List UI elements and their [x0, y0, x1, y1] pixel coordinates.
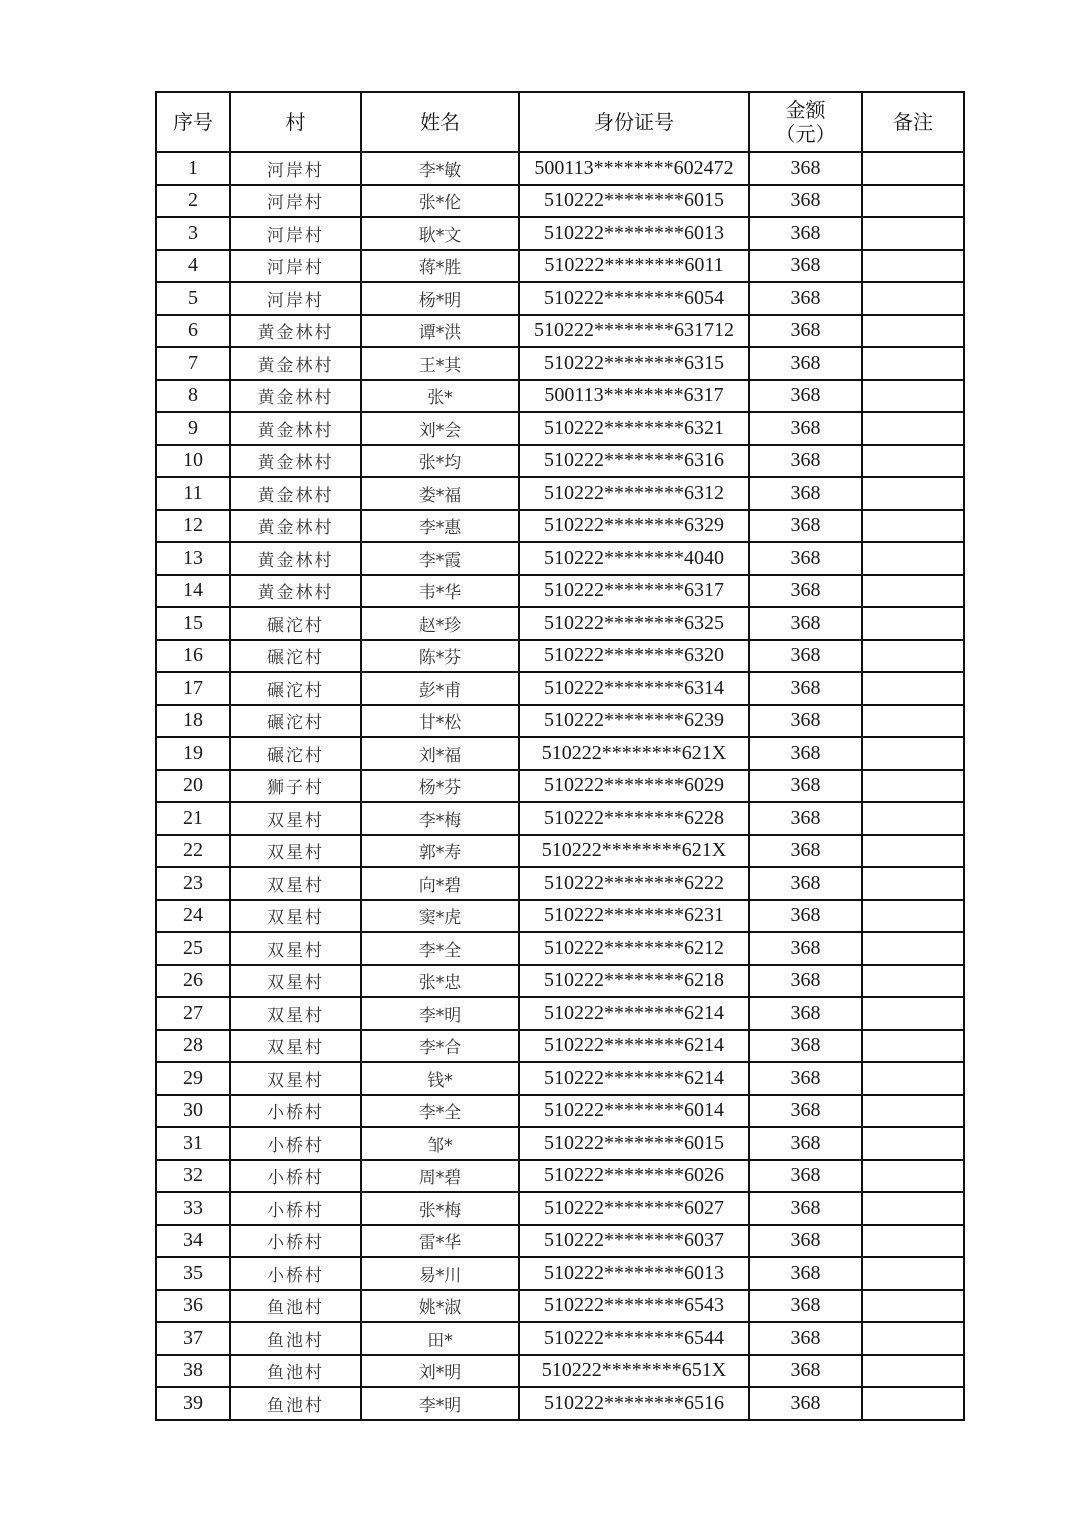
table-row	[156, 1030, 964, 1063]
cell-id-number: 510222********6239	[519, 705, 749, 738]
cell-village: 碾沱村	[230, 640, 361, 673]
cell-remarks	[862, 1062, 964, 1095]
cell-village: 河岸村	[230, 152, 361, 185]
cell-amount: 368	[749, 835, 862, 868]
cell-index: 30	[156, 1095, 230, 1128]
cell-id-number: 510222********6218	[519, 965, 749, 998]
cell-amount: 368	[749, 315, 862, 348]
cell-village: 黄金林村	[230, 315, 361, 348]
table-row	[156, 1095, 964, 1128]
cell-index: 29	[156, 1062, 230, 1095]
cell-index: 12	[156, 510, 230, 543]
cell-remarks	[862, 672, 964, 705]
cell-name: 耿*文	[361, 217, 519, 250]
cell-amount: 368	[749, 607, 862, 640]
cell-index: 22	[156, 835, 230, 868]
cell-remarks	[862, 282, 964, 315]
cell-amount: 368	[749, 217, 862, 250]
cell-index: 32	[156, 1160, 230, 1193]
table-row	[156, 1322, 964, 1355]
cell-remarks	[862, 412, 964, 445]
cell-name: 张*伦	[361, 185, 519, 218]
cell-index: 23	[156, 867, 230, 900]
cell-name: 李*全	[361, 1095, 519, 1128]
cell-id-number: 510222********6029	[519, 770, 749, 803]
cell-name: 张*忠	[361, 965, 519, 998]
cell-index: 37	[156, 1322, 230, 1355]
cell-id-number: 510222********6013	[519, 217, 749, 250]
cell-id-number: 510222********6214	[519, 1030, 749, 1063]
table-row	[156, 900, 964, 933]
cell-id-number: 510222********6214	[519, 1062, 749, 1095]
table-row	[156, 282, 964, 315]
cell-remarks	[862, 1387, 964, 1420]
cell-village: 碾沱村	[230, 607, 361, 640]
cell-village: 双星村	[230, 965, 361, 998]
cell-village: 双星村	[230, 997, 361, 1030]
cell-amount: 368	[749, 250, 862, 283]
cell-name: 张*	[361, 380, 519, 413]
cell-amount: 368	[749, 705, 862, 738]
cell-index: 19	[156, 737, 230, 770]
header-amount-unit: （元）	[775, 122, 836, 146]
table-row	[156, 1290, 964, 1323]
cell-name: 田*	[361, 1322, 519, 1355]
cell-name: 周*碧	[361, 1160, 519, 1193]
cell-remarks	[862, 380, 964, 413]
cell-remarks	[862, 250, 964, 283]
table-row	[156, 185, 964, 218]
cell-id-number: 510222********6329	[519, 510, 749, 543]
cell-amount: 368	[749, 380, 862, 413]
cell-id-number: 510222********4040	[519, 542, 749, 575]
cell-amount: 368	[749, 1257, 862, 1290]
cell-village: 鱼池村	[230, 1387, 361, 1420]
cell-village: 黄金林村	[230, 542, 361, 575]
cell-remarks	[862, 542, 964, 575]
cell-village: 黄金林村	[230, 380, 361, 413]
cell-name: 杨*芬	[361, 770, 519, 803]
table-row	[156, 997, 964, 1030]
cell-name: 向*碧	[361, 867, 519, 900]
cell-amount: 368	[749, 152, 862, 185]
cell-id-number: 510222********6037	[519, 1225, 749, 1258]
cell-village: 双星村	[230, 1030, 361, 1063]
cell-amount: 368	[749, 900, 862, 933]
cell-id-number: 510222********621X	[519, 835, 749, 868]
cell-id-number: 510222********6014	[519, 1095, 749, 1128]
cell-index: 8	[156, 380, 230, 413]
cell-id-number: 510222********6222	[519, 867, 749, 900]
cell-amount: 368	[749, 542, 862, 575]
cell-name: 甘*松	[361, 705, 519, 738]
table-row	[156, 802, 964, 835]
cell-index: 7	[156, 347, 230, 380]
cell-index: 28	[156, 1030, 230, 1063]
cell-index: 21	[156, 802, 230, 835]
cell-village: 双星村	[230, 867, 361, 900]
cell-remarks	[862, 185, 964, 218]
cell-index: 20	[156, 770, 230, 803]
cell-name: 刘*会	[361, 412, 519, 445]
cell-remarks	[862, 997, 964, 1030]
cell-remarks	[862, 1290, 964, 1323]
cell-amount: 368	[749, 1030, 862, 1063]
cell-village: 小桥村	[230, 1257, 361, 1290]
cell-village: 黄金林村	[230, 445, 361, 478]
header-id-number: 身份证号	[519, 92, 749, 152]
cell-amount: 368	[749, 445, 862, 478]
cell-amount: 368	[749, 1355, 862, 1388]
cell-village: 双星村	[230, 932, 361, 965]
cell-remarks	[862, 835, 964, 868]
cell-id-number: 510222********6325	[519, 607, 749, 640]
cell-amount: 368	[749, 510, 862, 543]
cell-amount: 368	[749, 867, 862, 900]
cell-remarks	[862, 1322, 964, 1355]
cell-remarks	[862, 575, 964, 608]
cell-name: 蒋*胜	[361, 250, 519, 283]
cell-name: 窦*虎	[361, 900, 519, 933]
cell-id-number: 510222********6027	[519, 1192, 749, 1225]
table-row	[156, 1127, 964, 1160]
cell-name: 赵*珍	[361, 607, 519, 640]
cell-village: 河岸村	[230, 282, 361, 315]
cell-amount: 368	[749, 1322, 862, 1355]
cell-name: 刘*明	[361, 1355, 519, 1388]
cell-index: 16	[156, 640, 230, 673]
cell-name: 刘*福	[361, 737, 519, 770]
cell-amount: 368	[749, 1127, 862, 1160]
cell-village: 双星村	[230, 835, 361, 868]
cell-amount: 368	[749, 575, 862, 608]
cell-index: 10	[156, 445, 230, 478]
cell-id-number: 510222********6214	[519, 997, 749, 1030]
cell-village: 小桥村	[230, 1225, 361, 1258]
cell-village: 碾沱村	[230, 672, 361, 705]
table-row	[156, 152, 964, 185]
table-row	[156, 347, 964, 380]
cell-remarks	[862, 867, 964, 900]
cell-remarks	[862, 1160, 964, 1193]
cell-name: 李*梅	[361, 802, 519, 835]
cell-village: 鱼池村	[230, 1290, 361, 1323]
cell-amount: 368	[749, 1192, 862, 1225]
cell-index: 1	[156, 152, 230, 185]
cell-remarks	[862, 1192, 964, 1225]
cell-remarks	[862, 477, 964, 510]
table-row	[156, 1192, 964, 1225]
cell-amount: 368	[749, 932, 862, 965]
cell-name: 王*其	[361, 347, 519, 380]
cell-amount: 368	[749, 477, 862, 510]
cell-remarks	[862, 1355, 964, 1388]
cell-index: 24	[156, 900, 230, 933]
cell-index: 13	[156, 542, 230, 575]
cell-remarks	[862, 705, 964, 738]
cell-index: 25	[156, 932, 230, 965]
cell-id-number: 510222********6013	[519, 1257, 749, 1290]
cell-amount: 368	[749, 737, 862, 770]
cell-remarks	[862, 737, 964, 770]
cell-village: 黄金林村	[230, 347, 361, 380]
cell-index: 39	[156, 1387, 230, 1420]
header-amount	[749, 92, 862, 152]
cell-village: 碾沱村	[230, 705, 361, 738]
cell-index: 15	[156, 607, 230, 640]
cell-village: 双星村	[230, 1062, 361, 1095]
table-row	[156, 835, 964, 868]
table-row	[156, 867, 964, 900]
cell-village: 黄金林村	[230, 510, 361, 543]
cell-amount: 368	[749, 1095, 862, 1128]
cell-index: 5	[156, 282, 230, 315]
table-row	[156, 737, 964, 770]
cell-amount: 368	[749, 1160, 862, 1193]
cell-remarks	[862, 1030, 964, 1063]
cell-amount: 368	[749, 640, 862, 673]
cell-name: 李*合	[361, 1030, 519, 1063]
cell-village: 鱼池村	[230, 1355, 361, 1388]
cell-amount: 368	[749, 1062, 862, 1095]
header-amount-label: 金额	[785, 98, 826, 122]
cell-index: 35	[156, 1257, 230, 1290]
cell-village: 小桥村	[230, 1192, 361, 1225]
cell-index: 14	[156, 575, 230, 608]
cell-remarks	[862, 1257, 964, 1290]
cell-amount: 368	[749, 1290, 862, 1323]
cell-name: 张*均	[361, 445, 519, 478]
table-row	[156, 217, 964, 250]
cell-id-number: 510222********631712	[519, 315, 749, 348]
table-header-row	[156, 92, 964, 152]
cell-village: 鱼池村	[230, 1322, 361, 1355]
cell-id-number: 510222********6312	[519, 477, 749, 510]
table-row	[156, 1062, 964, 1095]
cell-village: 碾沱村	[230, 737, 361, 770]
cell-id-number: 510222********6015	[519, 1127, 749, 1160]
cell-index: 18	[156, 705, 230, 738]
cell-index: 2	[156, 185, 230, 218]
cell-id-number: 510222********621X	[519, 737, 749, 770]
cell-index: 33	[156, 1192, 230, 1225]
cell-name: 李*敏	[361, 152, 519, 185]
cell-index: 17	[156, 672, 230, 705]
cell-village: 黄金林村	[230, 575, 361, 608]
cell-id-number: 510222********6544	[519, 1322, 749, 1355]
cell-name: 郭*寿	[361, 835, 519, 868]
table-row	[156, 770, 964, 803]
cell-remarks	[862, 152, 964, 185]
cell-remarks	[862, 315, 964, 348]
cell-village: 双星村	[230, 900, 361, 933]
cell-id-number: 510222********6316	[519, 445, 749, 478]
cell-id-number: 510222********6314	[519, 672, 749, 705]
table-row	[156, 640, 964, 673]
cell-name: 李*明	[361, 1387, 519, 1420]
cell-name: 李*全	[361, 932, 519, 965]
cell-id-number: 500113********602472	[519, 152, 749, 185]
cell-name: 钱*	[361, 1062, 519, 1095]
cell-index: 3	[156, 217, 230, 250]
cell-name: 杨*明	[361, 282, 519, 315]
cell-amount: 368	[749, 802, 862, 835]
table-row	[156, 607, 964, 640]
cell-amount: 368	[749, 347, 862, 380]
cell-remarks	[862, 770, 964, 803]
cell-id-number: 510222********6212	[519, 932, 749, 965]
table-body	[156, 152, 964, 1420]
cell-remarks	[862, 217, 964, 250]
cell-name: 娄*福	[361, 477, 519, 510]
cell-amount: 368	[749, 1225, 862, 1258]
cell-village: 小桥村	[230, 1160, 361, 1193]
cell-id-number: 510222********6054	[519, 282, 749, 315]
table-row	[156, 1160, 964, 1193]
header-index: 序号	[156, 92, 230, 152]
header-remarks: 备注	[862, 92, 964, 152]
cell-remarks	[862, 965, 964, 998]
cell-remarks	[862, 1095, 964, 1128]
cell-index: 27	[156, 997, 230, 1030]
cell-name: 陈*芬	[361, 640, 519, 673]
cell-remarks	[862, 900, 964, 933]
cell-name: 彭*甫	[361, 672, 519, 705]
cell-remarks	[862, 1127, 964, 1160]
cell-name: 姚*淑	[361, 1290, 519, 1323]
cell-remarks	[862, 802, 964, 835]
cell-amount: 368	[749, 282, 862, 315]
cell-name: 韦*华	[361, 575, 519, 608]
cell-index: 26	[156, 965, 230, 998]
table-row	[156, 705, 964, 738]
table-row	[156, 445, 964, 478]
cell-amount: 368	[749, 185, 862, 218]
cell-id-number: 510222********6516	[519, 1387, 749, 1420]
cell-amount: 368	[749, 1387, 862, 1420]
cell-village: 小桥村	[230, 1127, 361, 1160]
cell-id-number: 510222********6011	[519, 250, 749, 283]
cell-amount: 368	[749, 965, 862, 998]
cell-remarks	[862, 445, 964, 478]
table-row	[156, 1355, 964, 1388]
table-row	[156, 672, 964, 705]
table-row	[156, 1387, 964, 1420]
table-row	[156, 315, 964, 348]
cell-amount: 368	[749, 672, 862, 705]
cell-village: 河岸村	[230, 217, 361, 250]
table-row	[156, 1225, 964, 1258]
cell-index: 6	[156, 315, 230, 348]
cell-index: 9	[156, 412, 230, 445]
cell-village: 河岸村	[230, 250, 361, 283]
cell-name: 李*惠	[361, 510, 519, 543]
cell-id-number: 510222********6015	[519, 185, 749, 218]
cell-id-number: 500113********6317	[519, 380, 749, 413]
cell-name: 李*霞	[361, 542, 519, 575]
cell-amount: 368	[749, 412, 862, 445]
cell-village: 双星村	[230, 802, 361, 835]
cell-remarks	[862, 1225, 964, 1258]
subsidy-roster-table	[155, 91, 965, 1421]
table-row	[156, 542, 964, 575]
cell-remarks	[862, 510, 964, 543]
cell-id-number: 510222********6026	[519, 1160, 749, 1193]
cell-id-number: 510222********6317	[519, 575, 749, 608]
table-row	[156, 477, 964, 510]
table-row	[156, 1257, 964, 1290]
cell-village: 黄金林村	[230, 412, 361, 445]
cell-index: 36	[156, 1290, 230, 1323]
cell-remarks	[862, 347, 964, 380]
cell-id-number: 510222********6228	[519, 802, 749, 835]
table-row	[156, 575, 964, 608]
table-row	[156, 932, 964, 965]
cell-name: 张*梅	[361, 1192, 519, 1225]
cell-remarks	[862, 932, 964, 965]
cell-name: 易*川	[361, 1257, 519, 1290]
cell-amount: 368	[749, 770, 862, 803]
table-row	[156, 412, 964, 445]
cell-remarks	[862, 607, 964, 640]
cell-index: 34	[156, 1225, 230, 1258]
cell-id-number: 510222********651X	[519, 1355, 749, 1388]
cell-name: 谭*洪	[361, 315, 519, 348]
cell-village: 狮子村	[230, 770, 361, 803]
table-row	[156, 380, 964, 413]
cell-id-number: 510222********6543	[519, 1290, 749, 1323]
header-name: 姓名	[361, 92, 519, 152]
cell-village: 黄金林村	[230, 477, 361, 510]
cell-remarks	[862, 640, 964, 673]
cell-name: 李*明	[361, 997, 519, 1030]
cell-index: 11	[156, 477, 230, 510]
cell-id-number: 510222********6320	[519, 640, 749, 673]
cell-index: 4	[156, 250, 230, 283]
table-row	[156, 250, 964, 283]
cell-village: 小桥村	[230, 1095, 361, 1128]
cell-id-number: 510222********6231	[519, 900, 749, 933]
cell-index: 38	[156, 1355, 230, 1388]
cell-index: 31	[156, 1127, 230, 1160]
table-row	[156, 965, 964, 998]
cell-id-number: 510222********6321	[519, 412, 749, 445]
table-row	[156, 510, 964, 543]
cell-amount: 368	[749, 997, 862, 1030]
cell-village: 河岸村	[230, 185, 361, 218]
cell-name: 雷*华	[361, 1225, 519, 1258]
cell-id-number: 510222********6315	[519, 347, 749, 380]
header-village: 村	[230, 92, 361, 152]
cell-name: 邹*	[361, 1127, 519, 1160]
